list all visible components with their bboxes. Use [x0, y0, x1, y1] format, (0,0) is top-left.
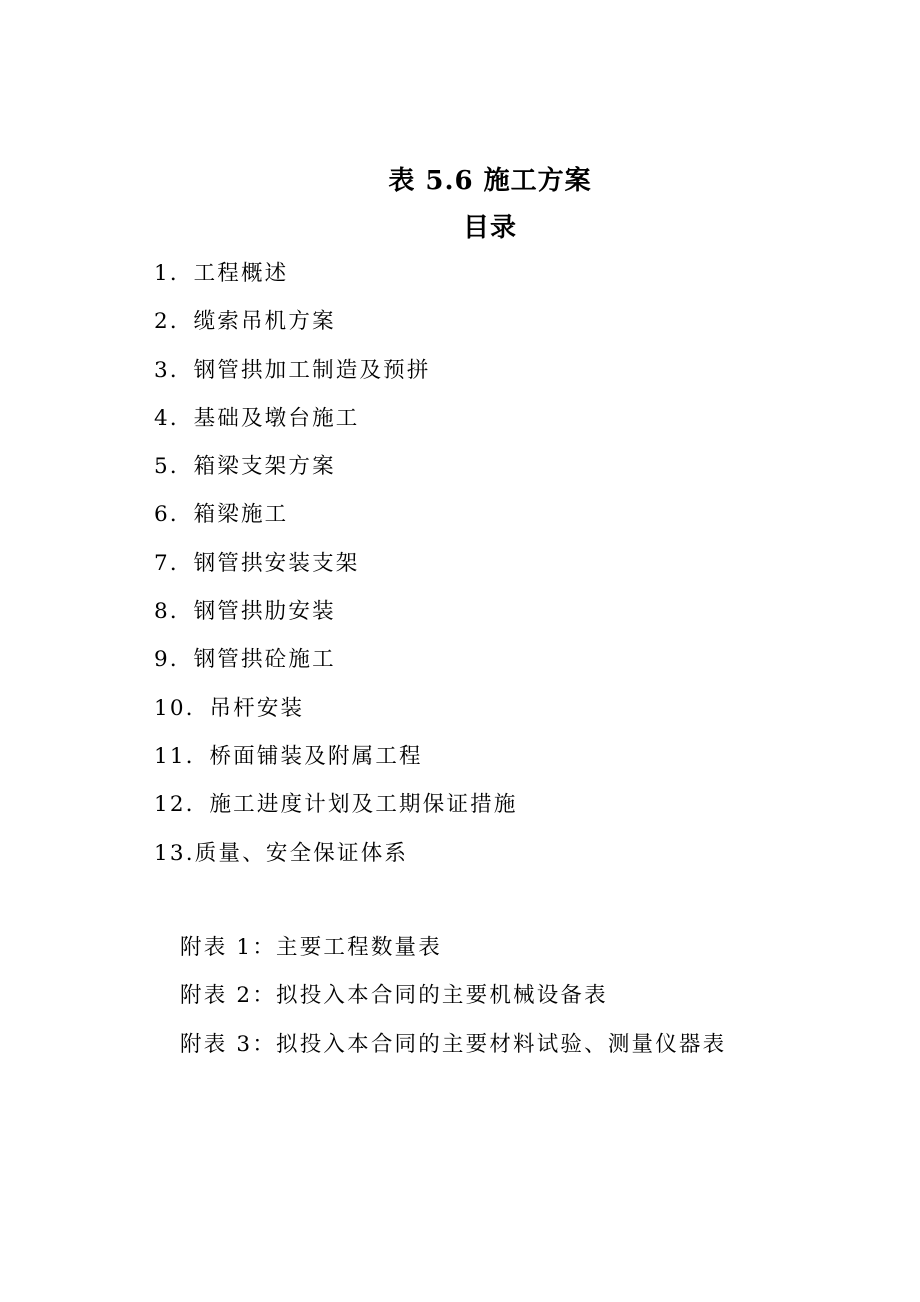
document-title: 表 5.6 施工方案: [388, 166, 592, 196]
appendix-list: [180, 932, 726, 1077]
toc-item: 4．基础及墩台施工: [154, 405, 360, 431]
toc-item: 1．工程概述: [154, 261, 289, 286]
toc-item: 6．箱梁施工: [154, 502, 289, 528]
toc-item: 8．钢管拱肋安装: [154, 599, 336, 625]
appendix-item: 附表 1：主要工程数量表: [180, 935, 442, 960]
toc-item: 7．钢管拱安装支架: [154, 550, 360, 576]
appendix-item: 附表 2：拟投入本合同的主要机械设备表: [180, 983, 608, 1009]
toc-item: 13.质量、安全保证体系: [154, 840, 409, 866]
toc-item: 9．钢管拱砼施工: [154, 647, 336, 673]
toc-item: 2．缆索吊机方案: [154, 309, 336, 335]
toc-item: 11．桥面铺装及附属工程: [154, 743, 423, 769]
toc-heading: 目录: [462, 213, 517, 243]
toc-item: 12．施工进度计划及工期保证措施: [154, 792, 518, 818]
toc-item: 3．钢管拱加工制造及预拼: [154, 357, 431, 383]
toc-item: 5．箱梁支架方案: [154, 454, 336, 480]
table-of-contents: [154, 258, 518, 886]
appendix-item: 附表 3：拟投入本合同的主要材料试验、测量仪器表: [180, 1031, 727, 1057]
toc-item: 10．吊杆安装: [154, 695, 305, 721]
